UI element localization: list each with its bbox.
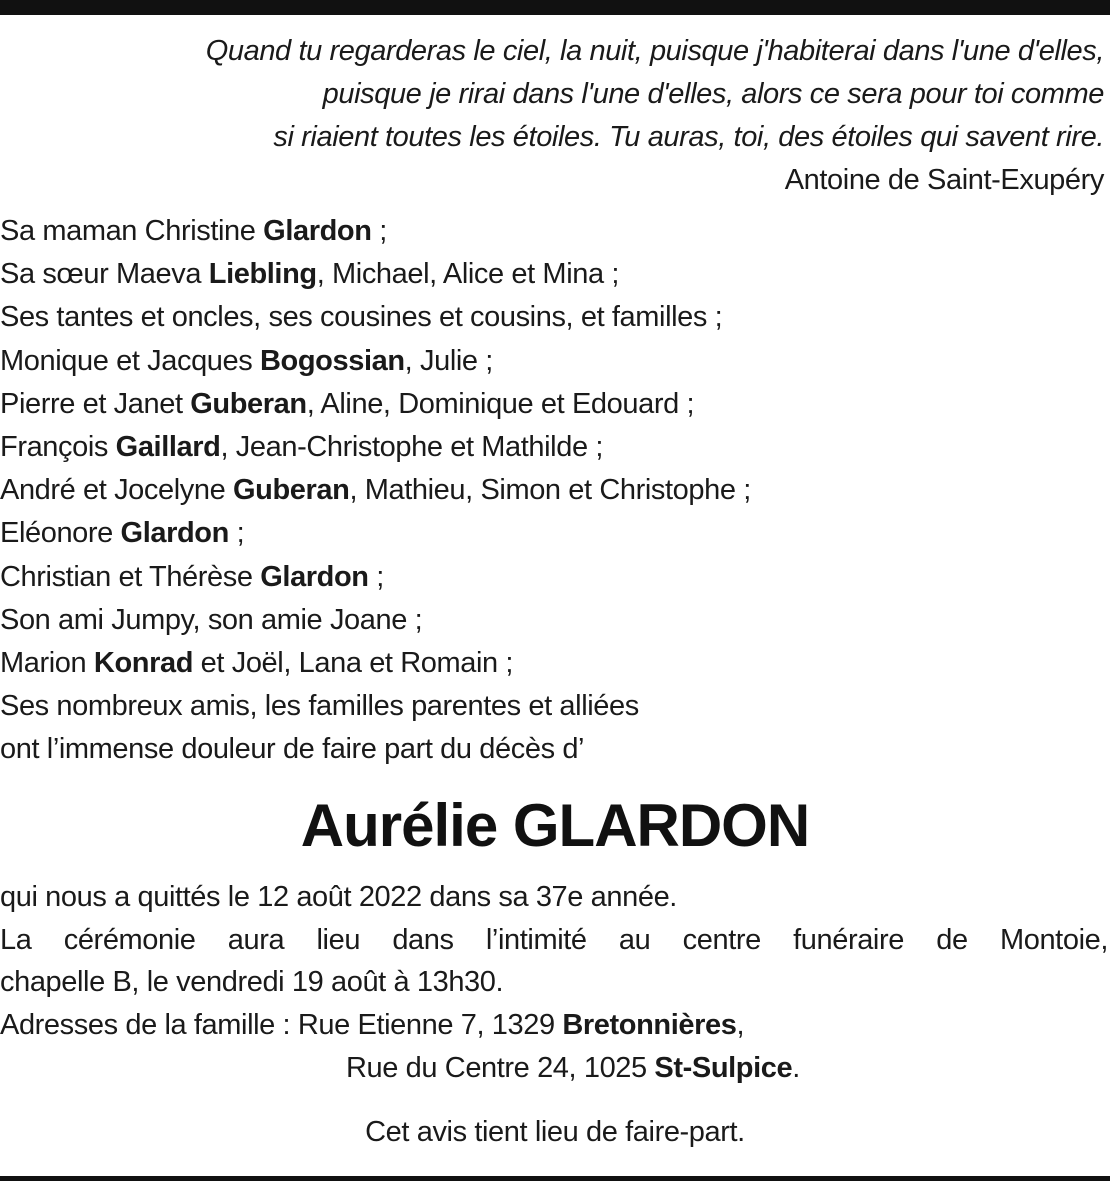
family-line [0, 383, 1110, 426]
family-surname: Guberan [233, 474, 350, 507]
family-text: , Aline, Dominique et Edouard ; [306, 387, 695, 420]
family-surname: Glardon [120, 517, 229, 550]
family-text: Christian et Thérèse [0, 560, 261, 593]
passing-date-line: qui nous a quittés le 12 août 2022 dans sa 37e année. [0, 881, 677, 913]
family-text: Ses tantes et oncles, ses cousines et cousins, et familles ; [0, 301, 723, 334]
address-town: Bretonnières [562, 1009, 737, 1042]
address-text: . [792, 1051, 800, 1084]
ceremony-line: chapelle B, le vendredi 19 août à 13h30. [0, 966, 504, 999]
family-text: Sa maman Christine [0, 215, 264, 247]
family-line [0, 556, 1110, 599]
bottom-border-rule [0, 1176, 1110, 1181]
family-text: Marion [0, 647, 94, 680]
address-text: Rue du Centre 24, 1025 [346, 1051, 655, 1084]
family-line [0, 210, 1110, 253]
family-text: , Jean-Christophe et Mathilde ; [220, 431, 603, 464]
address-text: Adresses de la famille : Rue Etienne 7, 1329 [0, 1009, 563, 1042]
ceremony-line: La cérémonie aura lieu dans l’intimité au centre funéraire de Montoie, [0, 923, 1108, 956]
family-surname: Glardon [263, 215, 372, 247]
family-address-line [0, 1047, 1110, 1090]
address-town: St-Sulpice [654, 1051, 793, 1084]
quote-author: Antoine de Saint-Exupéry [784, 164, 1104, 196]
family-surname: Gaillard [115, 431, 221, 464]
quote-line: Quand tu regarderas le ciel, la nuit, puisque j'habiterai dans l'une d'elles, [205, 35, 1104, 67]
family-line [0, 599, 1110, 642]
family-text: et Joël, Lana et Romain ; [193, 647, 514, 680]
family-line [0, 512, 1110, 555]
family-line [0, 728, 1110, 771]
family-line [0, 642, 1110, 685]
family-address-line [0, 1004, 1110, 1047]
deceased-name: Aurélie GLARDON [300, 792, 810, 859]
family-text: ; [228, 517, 245, 550]
family-text: , Mathieu, Simon et Christophe ; [349, 474, 751, 507]
top-border-rule [0, 0, 1110, 15]
family-text: Pierre et Janet [0, 387, 191, 420]
family-text: ; [371, 215, 387, 247]
family-text: Monique et Jacques [0, 344, 261, 377]
family-text: Eléonore [0, 517, 121, 550]
family-line [0, 296, 1110, 339]
family-line [0, 469, 1110, 512]
family-line [0, 340, 1110, 383]
family-surname: Bogossian [260, 344, 405, 377]
family-text: , Michael, Alice et Mina ; [316, 258, 620, 291]
family-text: Son ami Jumpy, son amie Joane ; [0, 603, 423, 636]
family-text: André et Jocelyne [0, 474, 233, 507]
family-text: François [0, 431, 116, 464]
address-text: , [736, 1009, 745, 1042]
family-surname: Konrad [93, 647, 194, 680]
family-text: Ses nombreux amis, les familles parentes et alliées [0, 690, 639, 723]
family-surname: Guberan [190, 387, 307, 420]
ceremony-details [0, 876, 1110, 1090]
family-text: , Julie ; [404, 344, 493, 377]
family-text: ; [368, 560, 384, 593]
family-line [0, 253, 1110, 296]
family-text: ont l’immense douleur de faire part du décès d’ [0, 733, 585, 766]
family-line [0, 426, 1110, 469]
family-line [0, 685, 1110, 728]
quote-line: si riaient toutes les étoiles. Tu auras, toi, des étoiles qui savent rire. [273, 121, 1104, 153]
family-list [0, 210, 1110, 772]
notice-footer-note: Cet avis tient lieu de faire-part. [365, 1116, 745, 1148]
family-surname: Liebling [208, 258, 317, 291]
quote-line: puisque je rirai dans l'une d'elles, alors ce sera pour toi comme [322, 78, 1104, 110]
family-surname: Glardon [260, 560, 369, 593]
epigraph-quote [44, 30, 1104, 159]
family-text: Sa sœur Maeva [0, 258, 209, 291]
